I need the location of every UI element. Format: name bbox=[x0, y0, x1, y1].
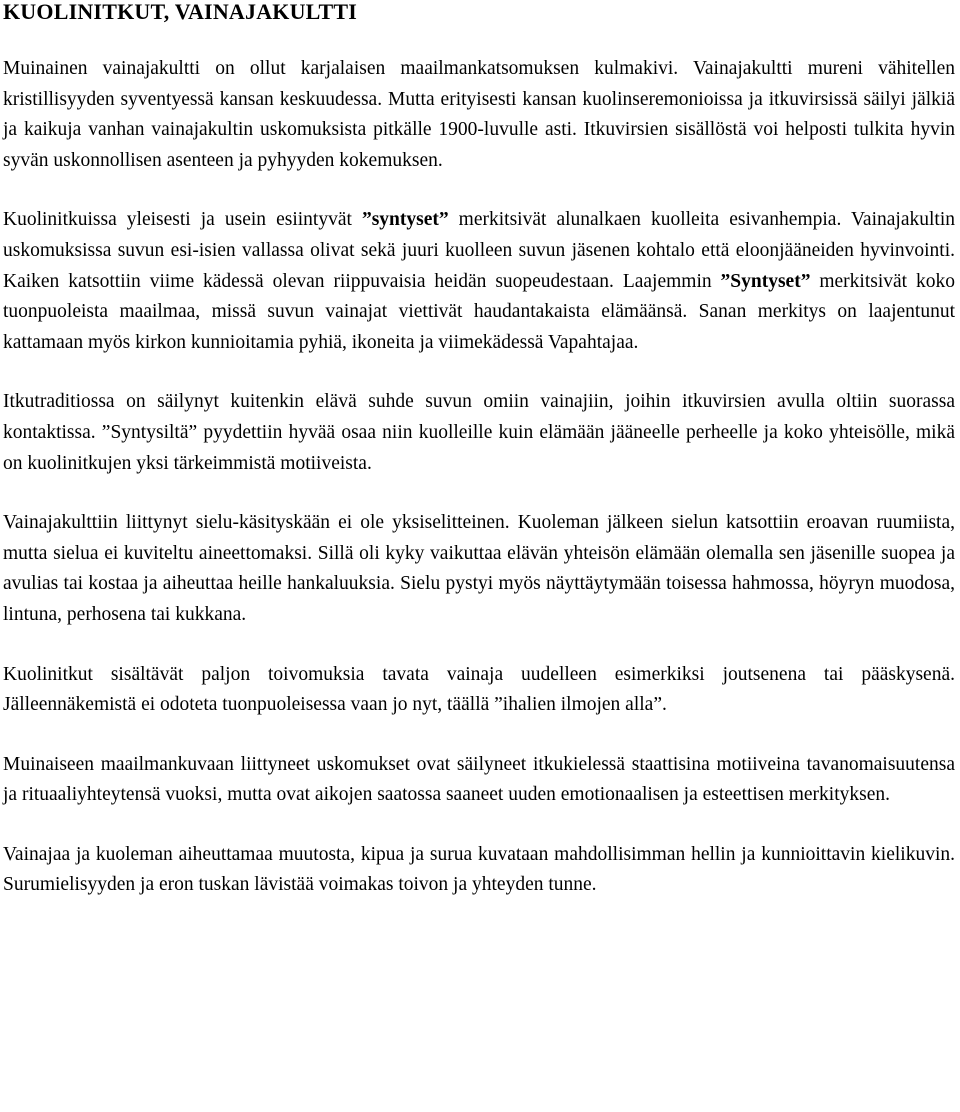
paragraph-text: Muinainen vainajakultti on ollut karjalaisen maailmankatsomuksen kulmakivi. Vainajakultti mureni vähitellen kristillisyyden syventyessä kansan keskuudessa. Mutta erityisesti kansan kuolinseremonioissa ja itkuvirsissä säilyi jälkiä ja kaikuja vanhan vainajakultin uskomuksista pitkälle 1900-luvulle asti. Itkuvirsien sisällöstä voi helposti tulkita hyvin syvän uskonnollisen asenteen ja pyhyyden kokemuksen. bbox=[3, 58, 955, 171]
paragraph-text: Muinaiseen maailmankuvaan liittyneet uskomukset ovat säilyneet itkukielessä staattisina motiiveina tavanomaisuutensa ja rituaaliyhteytensä vuoksi, mutta ovat aikojen saatossa saaneet uuden emotionaalisen ja esteettisen merkityksen. bbox=[3, 753, 955, 806]
paragraph-1 bbox=[3, 54, 955, 176]
paragraph-text: Vainajakulttiin liittynyt sielu-käsityskään ei ole yksiselitteinen. Kuoleman jälkeen sielun katsottiin eroavan ruumiista, mutta sielua ei kuviteltu aineettomaksi. Sillä oli kyky vaikuttaa elävän yhteisön elämään olemalla sen jäsenille suopea ja avulias tai kostaa ja aiheuttaa heille hankaluuksia. Sielu pystyi myös näyttäytymään toisessa hahmossa, höyryn muodosa, lintuna, perhosena tai kukkana. bbox=[3, 512, 955, 625]
paragraph-text: Kuolinitkut sisältävät paljon toivomuksia tavata vainaja uudelleen esimerkiksi joutsenena tai pääskysenä. Jälleennäkemistä ei odoteta tuonpuoleisessa vaan jo nyt, täällä ”ihalien ilmojen alla”. bbox=[3, 663, 955, 716]
paragraph-3 bbox=[3, 387, 955, 479]
paragraph-7 bbox=[3, 840, 955, 901]
term-syntyset-bold: ”Syntyset” bbox=[720, 270, 811, 292]
document-title: KUOLINITKUT, VAINAJAKULTTI bbox=[3, 0, 358, 24]
paragraph-6 bbox=[3, 750, 955, 811]
paragraph-2 bbox=[3, 205, 955, 358]
term-syntyset-bold: ”syntyset” bbox=[361, 209, 449, 231]
paragraph-text: merkitsivät alunalkaen kuolleita esivanhempia. Vainajakultin uskomuksissa suvun esi-isien vallassa olivat sekä juuri kuolleen suvun jäsenen kohtalo että eloonjääneiden hyvinvointi. Kaiken katsottiin viime kädessä olevan riippuvaisia heidän suopeudestaan. Laajemmin bbox=[3, 209, 955, 292]
paragraph-4 bbox=[3, 508, 955, 630]
paragraph-text: Vainajaa ja kuoleman aiheuttamaa muutosta, kipua ja surua kuvataan mahdollisimman hellin ja kunnioittavin kielikuvin. Surumielisyyden ja eron tuskan lävistää voimakas toivon ja yhteyden tunne. bbox=[3, 843, 955, 896]
paragraph-5 bbox=[3, 660, 955, 721]
paragraph-text: Kuolinitkuissa yleisesti ja usein esiintyvät bbox=[3, 209, 362, 231]
document-page bbox=[3, 0, 955, 901]
paragraph-text: merkitsivät koko tuonpuoleista maailmaa, missä suvun vainajat viettivät haudantakaista elämäänsä. Sanan merkitys on laajentunut kattamaan myös kirkon kunnioitamia pyhiä, ikoneita ja viimekädessä Vapahtajaa. bbox=[3, 270, 955, 353]
paragraph-text: Itkutraditiossa on säilynyt kuitenkin elävä suhde suvun omiin vainajiin, joihin itkuvirsien avulla oltiin suorassa kontaktissa. ”Syntysiltä” pyydettiin hyvää osaa niin kuolleille kuin elämään jääneelle perheelle ja koko yhteisölle, mikä on kuolinitkujen yksi tärkeimmistä motiiveista. bbox=[3, 391, 955, 474]
